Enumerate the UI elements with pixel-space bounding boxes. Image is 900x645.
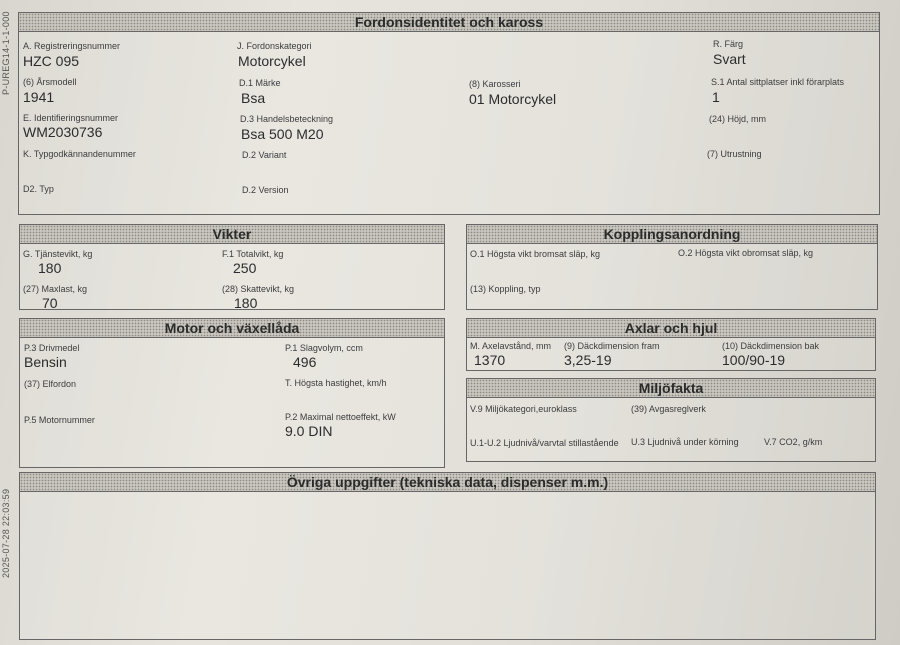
trade-value: Bsa 500 M20 — [241, 126, 324, 142]
tax-weight-label: (28) Skattevikt, kg — [222, 284, 295, 294]
top-speed-label: T. Högsta hastighet, km/h — [285, 378, 387, 388]
co2-label: V.7 CO2, g/km — [764, 437, 823, 447]
power-label: P.2 Maximal nettoeffekt, kW — [285, 412, 396, 422]
category-label: J. Fordonskategori — [237, 41, 312, 51]
other-title: Övriga uppgifter (tekniska data, dispenser m.m.) — [286, 474, 609, 490]
stationary-noise-label: U.1-U.2 Ljudnivå/varvtal stillastående — [470, 438, 619, 448]
euro-class-label: V.9 Miljökategori,euroklass — [470, 404, 577, 414]
total-weight-label: F.1 Totalvikt, kg — [222, 249, 284, 259]
category-value: Motorcykel — [238, 53, 306, 69]
seats-value: 1 — [712, 89, 720, 105]
document-code-top: P-UREG14-1-1-000 — [1, 11, 11, 95]
typeapproval-label: K. Typgodkännandenummer — [23, 149, 136, 159]
braked-trailer-label: O.1 Högsta vikt bromsat släp, kg — [470, 249, 601, 259]
height-label: (24) Höjd, mm — [709, 114, 767, 124]
axles-title: Axlar och hjul — [624, 320, 718, 336]
type-label: D2. Typ — [23, 184, 54, 194]
engine-section — [19, 318, 445, 468]
other-header — [20, 473, 875, 492]
coupling-header — [467, 225, 877, 244]
maxload-value: 70 — [42, 295, 58, 311]
front-tyre-value: 3,25-19 — [564, 352, 612, 368]
engine-title: Motor och växellåda — [164, 320, 300, 336]
maxload-label: (27) Maxlast, kg — [23, 284, 88, 294]
total-weight-value: 250 — [233, 260, 257, 276]
make-label: D.1 Märke — [239, 78, 281, 88]
reg-value: HZC 095 — [23, 53, 80, 69]
front-tyre-label: (9) Däckdimension fram — [564, 341, 660, 351]
reg-label: A. Registreringsnummer — [23, 41, 121, 51]
power-value: 9.0 DIN — [285, 423, 333, 439]
identity-section — [18, 12, 880, 215]
trade-label: D.3 Handelsbeteckning — [240, 114, 334, 124]
fuel-value: Bensin — [24, 354, 67, 370]
coupling-section — [466, 224, 878, 310]
displacement-value: 496 — [293, 354, 317, 370]
engine-header — [20, 319, 444, 338]
identity-title: Fordonsidentitet och kaross — [354, 14, 544, 30]
axles-section — [466, 318, 876, 371]
print-timestamp: 2025-07-28 22:03:59 — [1, 488, 11, 578]
color-label: R. Färg — [713, 39, 744, 49]
seats-label: S.1 Antal sittplatser inkl förarplats — [711, 77, 845, 87]
rear-tyre-label: (10) Däckdimension bak — [722, 341, 820, 351]
wheelbase-value: 1370 — [474, 352, 506, 368]
vin-value: WM2030736 — [23, 124, 103, 140]
axles-header — [467, 319, 875, 338]
service-weight-value: 180 — [38, 260, 62, 276]
identity-header — [19, 13, 879, 32]
color-value: Svart — [713, 51, 746, 67]
rear-tyre-value: 100/90-19 — [722, 352, 786, 368]
wheelbase-label: M. Axelavstånd, mm — [470, 341, 552, 351]
environment-header — [467, 379, 875, 398]
drive-noise-label: U.3 Ljudnivå under körning — [631, 437, 739, 447]
engine-number-label: P.5 Motornummer — [24, 415, 95, 425]
model-year-label: (6) Årsmodell — [23, 77, 77, 87]
exhaust-label: (39) Avgasreglverk — [631, 404, 706, 414]
electric-label: (37) Elfordon — [24, 379, 77, 389]
coupling-type-label: (13) Koppling, typ — [470, 284, 541, 294]
weights-title: Vikter — [212, 226, 252, 242]
equipment-label: (7) Utrustning — [707, 149, 762, 159]
unbraked-trailer-label: O.2 Högsta vikt obromsat släp, kg — [678, 248, 814, 258]
fuel-label: P.3 Drivmedel — [24, 343, 80, 353]
body-value: 01 Motorcykel — [469, 91, 557, 107]
model-year-value: 1941 — [23, 89, 55, 105]
version-label: D.2 Version — [242, 185, 289, 195]
make-value: Bsa — [241, 90, 266, 106]
weights-section — [19, 224, 445, 310]
vin-label: E. Identifieringsnummer — [23, 113, 119, 123]
displacement-label: P.1 Slagvolym, ccm — [285, 343, 363, 353]
weights-header — [20, 225, 444, 244]
body-label: (8) Karosseri — [469, 79, 521, 89]
service-weight-label: G. Tjänstevikt, kg — [23, 249, 93, 259]
variant-label: D.2 Variant — [242, 150, 287, 160]
environment-section — [466, 378, 876, 462]
environment-title: Miljöfakta — [638, 380, 704, 396]
coupling-title: Kopplingsanordning — [603, 226, 741, 242]
other-section — [19, 472, 876, 640]
tax-weight-value: 180 — [234, 295, 258, 311]
